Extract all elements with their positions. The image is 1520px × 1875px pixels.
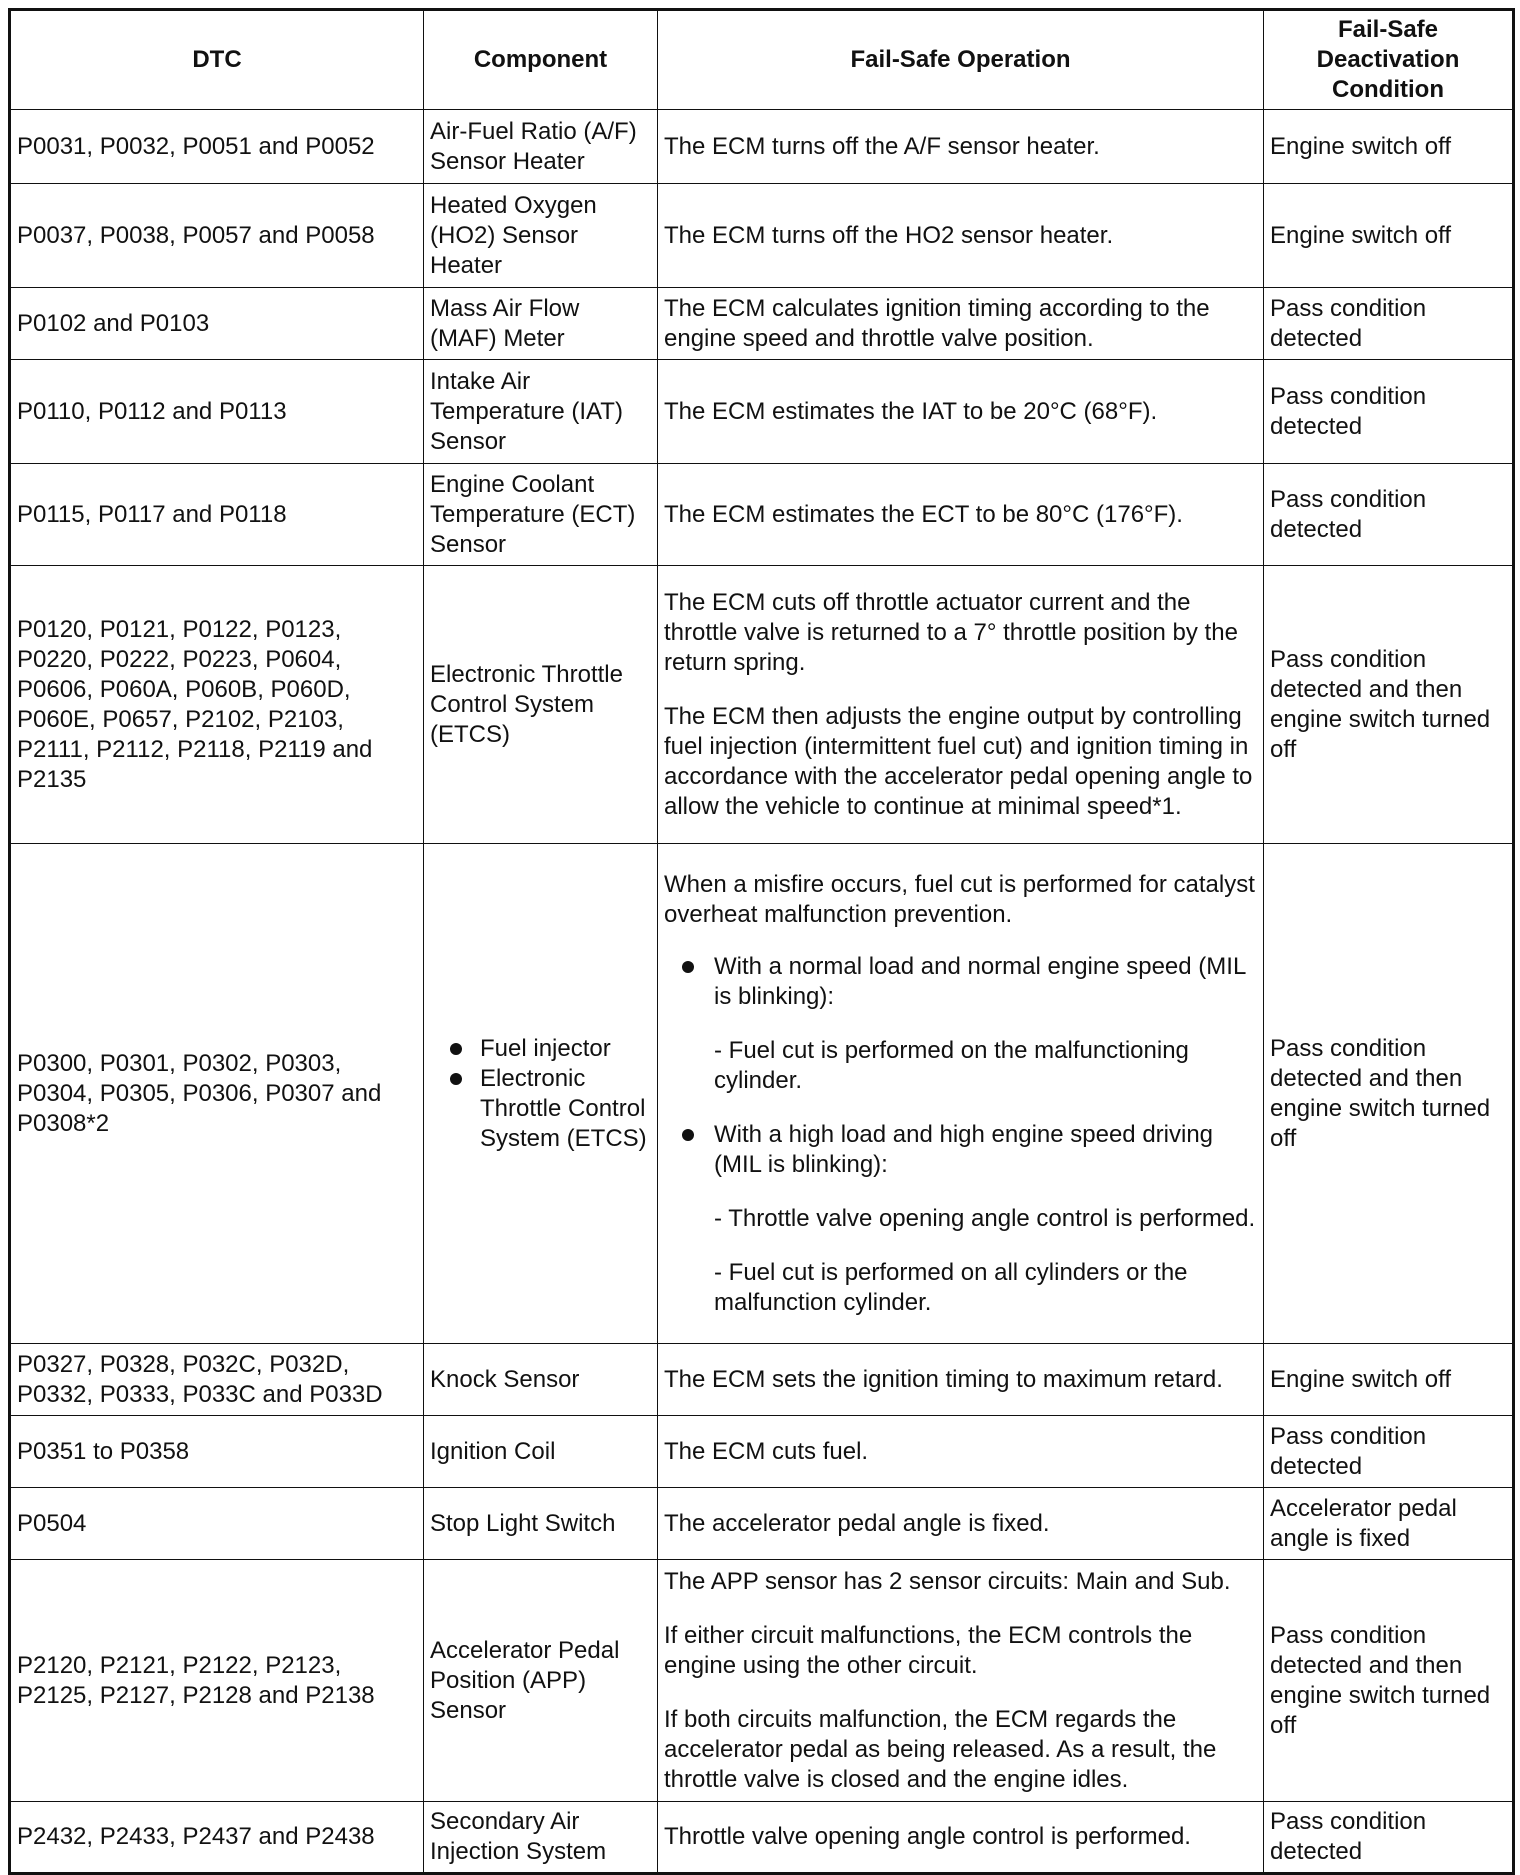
operation-bullet-text: With a normal load and normal engine speed (MIL is blinking): — [714, 952, 1246, 1010]
operation-text: The ECM estimates the IAT to be 20°C (68°F). — [664, 397, 1158, 425]
table-row — [10, 110, 1514, 184]
deactivation-cell: Accelerator pedal angle is fixed — [1264, 1488, 1514, 1560]
operation-text: The ECM turns off the HO2 sensor heater. — [664, 221, 1114, 249]
header-operation: Fail-Safe Operation — [658, 10, 1264, 110]
operation-text: The ECM then adjusts the engine output by controlling fuel injection (intermittent fuel cut) and ignition timing in accordance with the accelerator pedal opening angle to allow the vehicle to continue at minimal speed*1. — [664, 702, 1253, 820]
operation-cell — [658, 1416, 1264, 1488]
dtc-cell: P2120, P2121, P2122, P2123, P2125, P2127, P2128 and P2138 — [10, 1560, 424, 1802]
operation-cell — [658, 1344, 1264, 1416]
operation-cell — [658, 1488, 1264, 1560]
component-list — [430, 1034, 651, 1154]
deactivation-cell: Pass condition detected — [1264, 360, 1514, 464]
bullet-icon — [682, 961, 694, 973]
table-row — [10, 1416, 1514, 1488]
operation-cell — [658, 1802, 1264, 1874]
operation-text: The ECM cuts off throttle actuator current and the throttle valve is returned to a 7° throttle position by the return spring. — [664, 588, 1238, 676]
operation-cell — [658, 844, 1264, 1344]
table-row — [10, 1802, 1514, 1874]
operation-text: The ECM estimates the ECT to be 80°C (176°F). — [664, 500, 1183, 528]
component-cell: Engine Coolant Temperature (ECT) Sensor — [424, 464, 658, 566]
dtc-cell: P0504 — [10, 1488, 424, 1560]
dtc-cell: P0102 and P0103 — [10, 288, 424, 360]
component-cell: Electronic Throttle Control System (ETCS) — [424, 566, 658, 844]
operation-cell — [658, 464, 1264, 566]
operation-cell — [658, 360, 1264, 464]
dtc-cell: P2432, P2433, P2437 and P2438 — [10, 1802, 424, 1874]
deactivation-cell: Engine switch off — [1264, 184, 1514, 288]
deactivation-cell: Pass condition detected — [1264, 464, 1514, 566]
header-dtc: DTC — [10, 10, 424, 110]
component-cell: Intake Air Temperature (IAT) Sensor — [424, 360, 658, 464]
operation-cell — [658, 1560, 1264, 1802]
component-cell: Secondary Air Injection System — [424, 1802, 658, 1874]
operation-sub-text: - Fuel cut is performed on all cylinders or the malfunction cylinder. — [714, 1258, 1188, 1316]
dtc-cell: P0037, P0038, P0057 and P0058 — [10, 184, 424, 288]
table-header-row — [10, 10, 1514, 110]
table-row — [10, 464, 1514, 566]
component-cell: Accelerator Pedal Position (APP) Sensor — [424, 1560, 658, 1802]
operation-sub-text: - Fuel cut is performed on the malfunctioning cylinder. — [714, 1036, 1189, 1094]
component-item-text: Fuel injector — [480, 1034, 611, 1062]
operation-sub-text: - Throttle valve opening angle control is performed. — [714, 1204, 1256, 1232]
dtc-cell: P0351 to P0358 — [10, 1416, 424, 1488]
operation-bullet-list — [664, 952, 1257, 1318]
dtc-cell: P0031, P0032, P0051 and P0052 — [10, 110, 424, 184]
dtc-cell: P0120, P0121, P0122, P0123, P0220, P0222, P0223, P0604, P0606, P060A, P060B, P060D, P060E, P0657, P2102, P2103, P2111, P2112, P2118, P2119 and P2135 — [10, 566, 424, 844]
component-cell: Heated Oxygen (HO2) Sensor Heater — [424, 184, 658, 288]
operation-text: The APP sensor has 2 sensor circuits: Main and Sub. — [664, 1567, 1231, 1595]
operation-text: The ECM cuts fuel. — [664, 1437, 869, 1465]
component-cell: Air-Fuel Ratio (A/F) Sensor Heater — [424, 110, 658, 184]
operation-bullet — [664, 952, 1257, 1096]
operation-text: If either circuit malfunctions, the ECM controls the engine using the other circuit. — [664, 1621, 1193, 1679]
operation-text: Throttle valve opening angle control is performed. — [664, 1823, 1191, 1850]
table-row — [10, 566, 1514, 844]
component-cell: Stop Light Switch — [424, 1488, 658, 1560]
operation-cell — [658, 288, 1264, 360]
component-cell: Knock Sensor — [424, 1344, 658, 1416]
operation-bullet-text: With a high load and high engine speed driving (MIL is blinking): — [714, 1120, 1214, 1178]
operation-text: The ECM sets the ignition timing to maximum retard. — [664, 1365, 1223, 1393]
component-cell: Ignition Coil — [424, 1416, 658, 1488]
header-deactivation: Fail-Safe Deactivation Condition — [1264, 10, 1514, 110]
table-row — [10, 1560, 1514, 1802]
table-row — [10, 288, 1514, 360]
dtc-cell: P0115, P0117 and P0118 — [10, 464, 424, 566]
component-item-text: Electronic Throttle Control System (ETCS) — [480, 1064, 647, 1152]
deactivation-cell: Pass condition detected and then engine switch turned off — [1264, 844, 1514, 1344]
deactivation-cell: Pass condition detected — [1264, 288, 1514, 360]
deactivation-cell: Pass condition detected and then engine switch turned off — [1264, 566, 1514, 844]
deactivation-cell: Pass condition detected — [1264, 1802, 1514, 1874]
operation-text: The ECM calculates ignition timing according to the engine speed and throttle valve position. — [664, 294, 1210, 352]
operation-text: When a misfire occurs, fuel cut is performed for catalyst overheat malfunction prevention. — [664, 870, 1255, 928]
deactivation-cell: Pass condition detected and then engine switch turned off — [1264, 1560, 1514, 1802]
fail-safe-table-container — [8, 8, 1512, 1875]
dtc-cell: P0327, P0328, P032C, P032D, P0332, P0333, P033C and P033D — [10, 1344, 424, 1416]
operation-text: If both circuits malfunction, the ECM regards the accelerator pedal as being released. As a result, the throttle valve is closed and the engine idles. — [664, 1705, 1217, 1793]
operation-bullet — [664, 1120, 1257, 1318]
operation-cell — [658, 110, 1264, 184]
table-row — [10, 844, 1514, 1344]
table-row — [10, 1488, 1514, 1560]
operation-cell — [658, 184, 1264, 288]
component-cell — [424, 844, 658, 1344]
fail-safe-table — [8, 8, 1515, 1875]
component-list-item — [430, 1064, 651, 1154]
table-row — [10, 184, 1514, 288]
dtc-cell: P0300, P0301, P0302, P0303, P0304, P0305, P0306, P0307 and P0308*2 — [10, 844, 424, 1344]
bullet-icon — [450, 1043, 462, 1055]
deactivation-cell: Engine switch off — [1264, 110, 1514, 184]
dtc-cell: P0110, P0112 and P0113 — [10, 360, 424, 464]
header-component: Component — [424, 10, 658, 110]
bullet-icon — [682, 1129, 694, 1141]
table-row — [10, 1344, 1514, 1416]
bullet-icon — [450, 1073, 462, 1085]
deactivation-cell: Engine switch off — [1264, 1344, 1514, 1416]
component-cell: Mass Air Flow (MAF) Meter — [424, 288, 658, 360]
table-row — [10, 360, 1514, 464]
operation-cell — [658, 566, 1264, 844]
component-list-item — [430, 1034, 651, 1064]
operation-text: The ECM turns off the A/F sensor heater. — [664, 132, 1100, 160]
deactivation-cell: Pass condition detected — [1264, 1416, 1514, 1488]
operation-text: The accelerator pedal angle is fixed. — [664, 1509, 1050, 1537]
